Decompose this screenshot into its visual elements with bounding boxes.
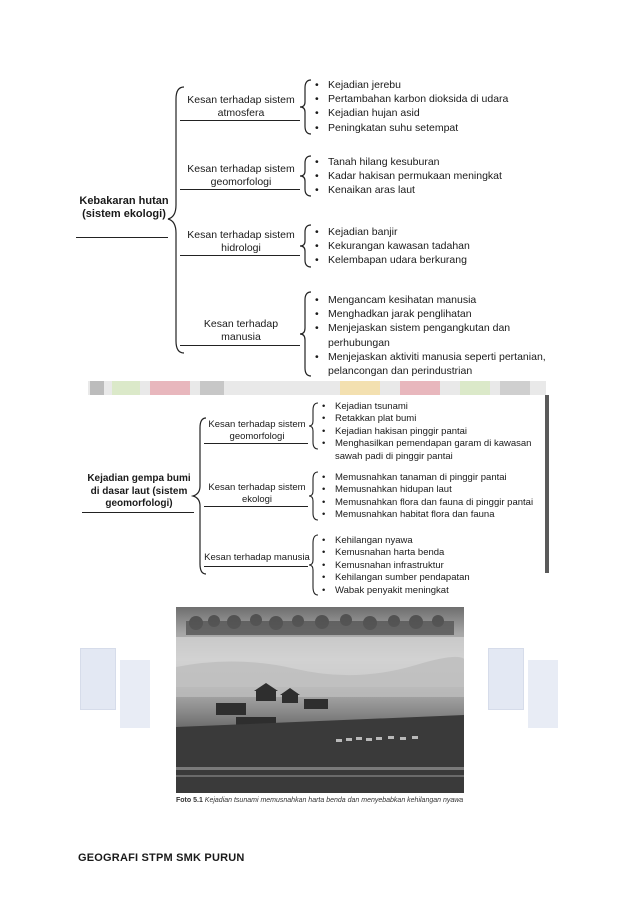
branch-underline [180, 345, 300, 346]
list-item: • Menjejaskan aktiviti manusia seperti pertanian, pelancongan dan perindustrian [315, 350, 573, 378]
branch-underline [204, 566, 308, 567]
list-item: • Kemusnahan infrastruktur [322, 560, 470, 572]
branch-underline [204, 506, 308, 507]
list-item: • Kejadian jerebu [315, 78, 508, 92]
list-item: • Memusnahkan flora dan fauna di pinggir pantai [322, 497, 533, 509]
list-item: • Peningkatan suhu setempat [315, 121, 508, 135]
branch-geomorfologi-label: Kesan terhadap sistem geomorfologi [187, 163, 295, 188]
branch-ekologi-label: Kesan terhadap sistem ekologi [208, 482, 306, 505]
list-item: • Mengancam kesihatan manusia [315, 293, 555, 307]
photo-caption [176, 797, 476, 804]
branch-geomorfologi-label: Kesan terhadap sistem geomorfologi [208, 419, 306, 442]
list-item: • Tanah hilang kesuburan [315, 155, 502, 169]
branch-underline [180, 120, 300, 121]
list-item: • Kehilangan sumber pendapatan [322, 572, 470, 584]
brace-icon [298, 290, 314, 378]
page-footer: GEOGRAFI STPM SMK PURUN [78, 852, 245, 864]
items-geomorfologi [322, 401, 544, 463]
branch-underline [204, 443, 308, 444]
caption-text: Kejadian tsunami memusnahkan harta benda dan menyebabkan kehilangan nyawa [204, 797, 464, 804]
brace-icon [307, 470, 321, 522]
caption-label: Foto 5.1 [176, 797, 203, 804]
list-item: • Kadar hakisan permukaan meningkat [315, 169, 502, 183]
list-item: • Menghadkan jarak penglihatan [315, 307, 555, 321]
list-item: • Menghasilkan pemendapan garam di kawasan sawah padi di pinggir pantai [322, 438, 555, 463]
root-underline [82, 512, 194, 513]
branch-hidrologi-label: Kesan terhadap sistem hidrologi [187, 229, 295, 254]
brace-icon [298, 78, 314, 136]
list-item: • Retakkan plat bumi [322, 413, 544, 425]
list-item: • Kehilangan nyawa [322, 535, 470, 547]
root-underline [76, 237, 168, 238]
list-item: • Kejadian hakisan pinggir pantai [322, 426, 544, 438]
brace-icon [298, 154, 314, 198]
photo-scene [176, 607, 464, 793]
list-item: • Kenaikan aras laut [315, 183, 502, 197]
branch-underline [180, 189, 300, 190]
list-item: • Kejadian hujan asid [315, 106, 508, 120]
list-item: • Wabak penyakit meningkat [322, 585, 470, 597]
list-item: • Kejadian tsunami [322, 401, 544, 413]
root-label: Kebakaran hutan (sistem ekologi) [79, 195, 169, 220]
list-item: • Memusnahkan habitat flora dan fauna [322, 509, 533, 521]
items-manusia [315, 293, 555, 378]
list-item: • Kejadian banjir [315, 225, 470, 239]
items-hidrologi [315, 225, 470, 268]
brace-icon [307, 401, 321, 451]
main-brace [160, 85, 190, 355]
items-ekologi [322, 472, 533, 522]
list-item: • Pertambahan karbon dioksida di udara [315, 92, 508, 106]
branch-manusia-label: Kesan terhadap manusia [203, 318, 279, 343]
list-item: • Menjejaskan sistem pengangkutan dan perhubungan [315, 321, 543, 349]
brace-icon [307, 533, 321, 597]
list-item: • Kelembapan udara berkurang [315, 253, 470, 267]
list-item: • Kekurangan kawasan tadahan [315, 239, 470, 253]
items-manusia [322, 535, 470, 597]
root-label: Kejadian gempa bumi di dasar laut (sistem geomorfologi) [87, 473, 191, 509]
items-atmosfera [315, 78, 508, 135]
list-item: • Memusnahkan hidupan laut [322, 484, 533, 496]
branch-manusia-label: Kesan terhadap manusia [204, 552, 310, 563]
list-item: • Memusnahkan tanaman di pinggir pantai [322, 472, 533, 484]
tsunami-photo [176, 607, 464, 793]
branch-underline [180, 255, 300, 256]
items-geomorfologi [315, 155, 502, 198]
list-item: • Kemusnahan harta benda [322, 547, 470, 559]
brace-icon [298, 223, 314, 269]
branch-atmosfera-label: Kesan terhadap sistem atmosfera [187, 94, 295, 119]
